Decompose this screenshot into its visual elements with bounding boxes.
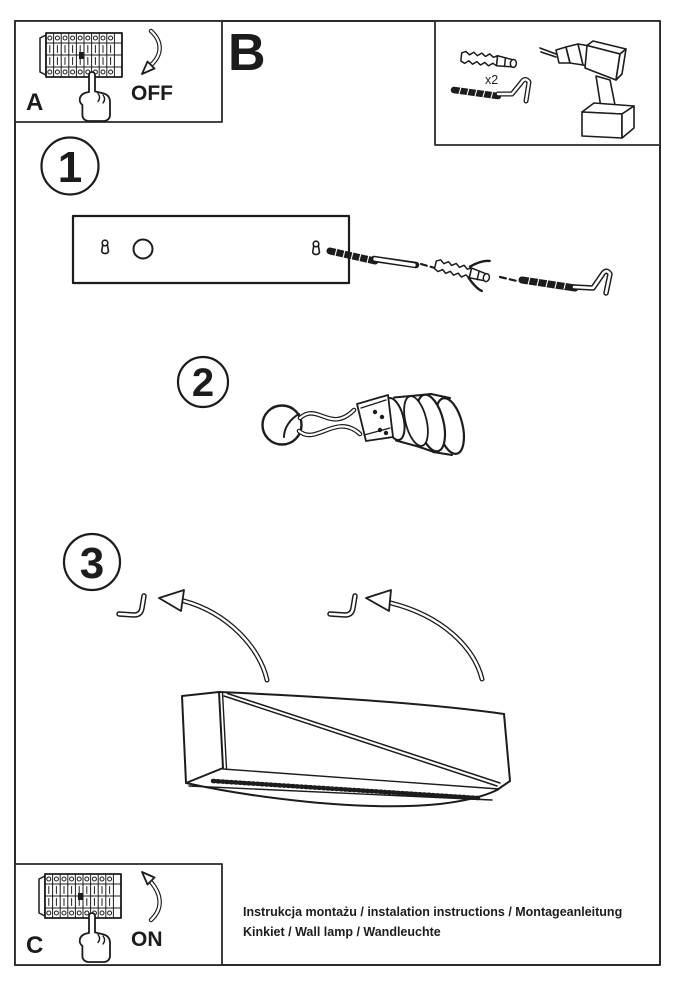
step-2-number: 2: [191, 361, 215, 405]
plug-quantity-label: x2: [485, 73, 499, 87]
footer-line-2: Kinkiet / Wall lamp / Wandleuchte: [243, 925, 441, 939]
hook-left-icon: [119, 596, 144, 615]
footer-line-1: Instrukcja montażu / instalation instructions / Montageanleitung: [243, 905, 623, 919]
assembly-dash-1: [421, 264, 435, 268]
on-label: ON: [131, 928, 163, 951]
panel-a-label: A: [26, 89, 44, 116]
wall-anchor-icon: [432, 249, 493, 292]
assembly-dash-2: [500, 277, 517, 281]
cable-loop-icon: [263, 406, 302, 445]
circuit-breaker-panel-icon: [39, 874, 121, 918]
curved-arrow-left-icon: [159, 590, 267, 680]
step-3: [64, 534, 510, 806]
page-border: [15, 21, 660, 965]
curved-arrow-right-icon: [366, 590, 482, 679]
hook-right-icon: [330, 596, 355, 615]
mounting-plate: [73, 216, 349, 283]
panel-c-label: C: [26, 932, 44, 959]
step-3-number: 3: [79, 539, 105, 588]
step-2: [178, 357, 469, 457]
off-label: OFF: [131, 82, 173, 105]
wall-lamp-body: [182, 692, 510, 806]
lamp-socket-icon: [299, 392, 469, 457]
step-1-number: 1: [57, 143, 83, 192]
circuit-breaker-panel-icon: [40, 33, 122, 77]
step-1: [42, 138, 611, 294]
section-b-label: B: [228, 24, 266, 82]
hook-icon: [522, 271, 610, 293]
